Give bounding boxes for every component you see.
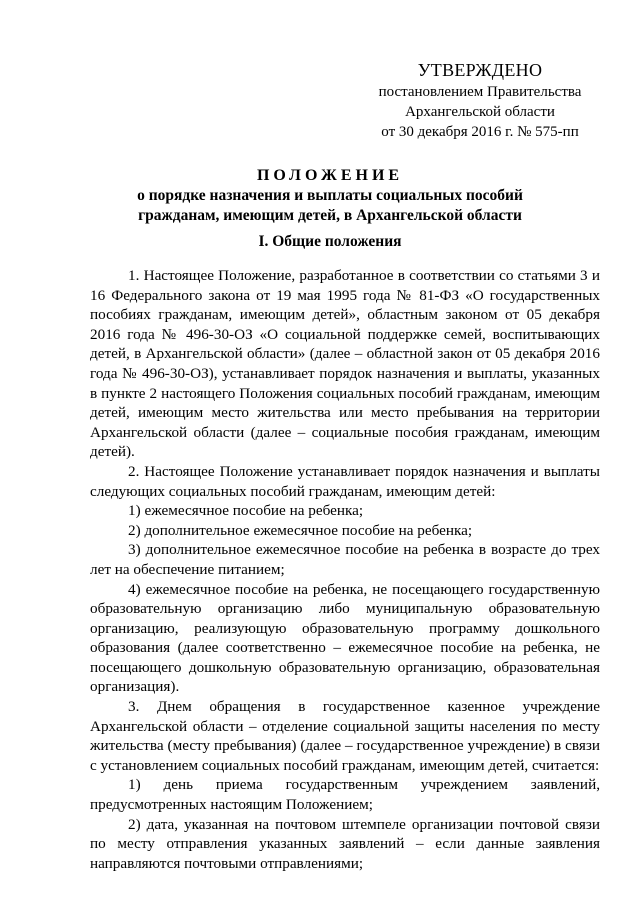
- list-item-3: 3) дополнительное ежемесячное пособие на ребенка в возрасте до трех лет на обеспечение питанием;: [90, 541, 600, 578]
- approved-label: УТВЕРЖДЕНО: [417, 60, 543, 80]
- list-item-1: 1) ежемесячное пособие на ребенка;: [128, 502, 364, 520]
- document-subtitle-line-1: о порядке назначения и выплаты социальных пособий: [137, 187, 523, 204]
- approval-line-1: постановлением Правительства: [378, 84, 582, 100]
- document-title: ПОЛОЖЕНИЕ: [256, 167, 404, 184]
- section-title: I. Общие положения: [258, 233, 402, 250]
- list-item-4: 4) ежемесячное пособие на ребенка, не посещающего государственную образовательную организацию либо муниципальную образовательную организацию, реализующую образовательную программу дошкольного образования (далее соответственно – ежемесячное пособие на ребенка, не посещающего дошкольную образовательную организацию, образовательная организация).: [90, 580, 600, 696]
- list-item-6: 2) дата, указанная на почтовом штемпеле организации почтовой связи по месту отправления указанных заявлений – если данные заявления направляются почтовыми отправлениями;: [90, 815, 600, 872]
- paragraph-3: 3. Днем обращения в государственное казенное учреждение Архангельской области – отделение социальной защиты населения по месту жительства (месту пребывания) (далее – государственное учреждение) в связи с установлением социальных пособий гражданам, имеющим детей, считается:: [90, 698, 600, 774]
- approval-stamp: [360, 58, 600, 142]
- paragraph-2: 2. Настоящее Положение устанавливает порядок назначения и выплаты следующих социальных пособий гражданам, имеющим детей:: [90, 462, 600, 500]
- approval-line-3: от 30 декабря 2016 г. № 575-пп: [381, 124, 579, 140]
- document-subtitle-line-2: гражданам, имеющим детей, в Архангельской области: [138, 207, 522, 224]
- list-item-2: 2) дополнительное ежемесячное пособие на ребенка;: [128, 521, 473, 539]
- list-item-5: 1) день приема государственным учреждением заявлений, предусмотренных настоящим Положением;: [90, 776, 600, 814]
- document-heading: [60, 166, 600, 226]
- paragraph-1: 1. Настоящее Положение, разработанное в соответствии со статьями 3 и 16 Федерального закона от 19 мая 1995 года № 81-ФЗ «О государственных пособиях гражданам, имеющим детей», областным законом от 05 декабря 2016 года № 496-30-ОЗ «О социальной поддержке семей, воспитывающих детей, в Архангельской области» (далее – областной закон от 05 декабря 2016 года № 496-30-ОЗ), устанавливает порядок назначения и выплаты, указанных в пункте 2 настоящего Положения социальных пособий гражданам, имеющим детей, имеющим место жительства или место пребывания на территории Архангельской области (далее – социальные пособия гражданам, имеющим детей).: [90, 267, 600, 461]
- document-body: [90, 266, 600, 873]
- approval-line-2: Архангельской области: [405, 104, 555, 120]
